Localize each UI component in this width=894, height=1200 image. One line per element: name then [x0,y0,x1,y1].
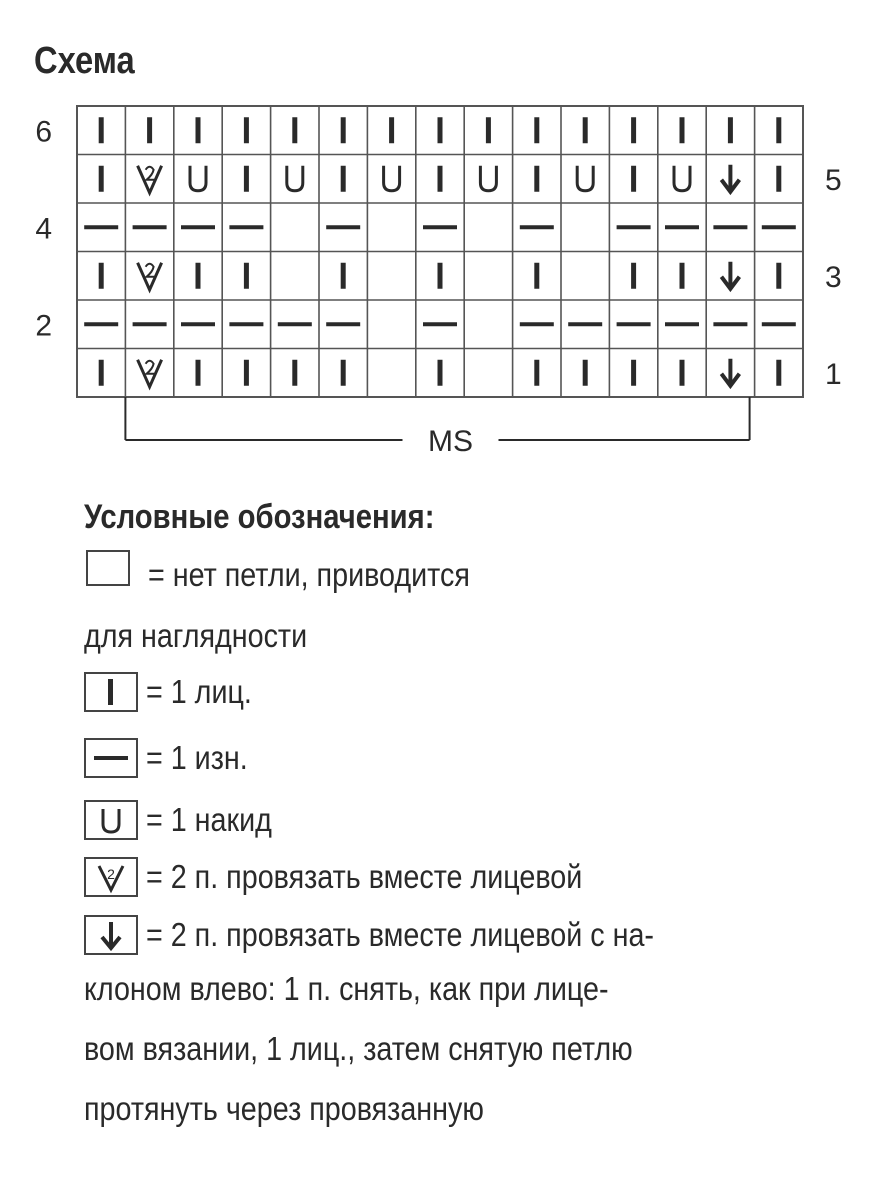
legend-empty-text-1: = нет петли, приводится [148,556,470,593]
chart-cell-purl-stitch [520,322,554,326]
chart-cell-yarn-over [674,166,690,191]
legend-continuation-1: клоном влево: 1 п. снять, как при лице- [84,970,609,1007]
chart-cell-knit-stitch [292,360,297,386]
chart-cell-purl-stitch [278,322,312,326]
chart-cell-knit-stitch [631,360,636,386]
chart-cell-purl-stitch [423,322,457,326]
chart-cell-knit-stitch [244,166,249,192]
yarn-over-symbol-icon [84,800,138,840]
chart-cell-purl-stitch [713,225,747,229]
chart-cell-yarn-over [190,166,206,191]
chart-cell-purl-stitch [665,322,699,326]
chart-cell-knit-stitch [776,360,781,386]
legend-continuation-3: протянуть через провязанную [84,1090,484,1127]
row-number-6: 6 [35,115,52,149]
chart-cell-knit-stitch [244,117,249,143]
row-number-4: 4 [35,212,52,246]
chart-cell-knit-stitch [486,117,491,143]
chart-cell-k2tog [138,263,162,290]
chart-cell-knit-stitch [631,117,636,143]
chart-cell-yarn-over [384,166,400,191]
knit-symbol-icon [84,672,138,712]
chart-cell-purl-stitch [326,322,360,326]
row-number-5: 5 [825,163,842,197]
chart-cell-knit-stitch [244,360,249,386]
chart-cell-knit-stitch [196,360,201,386]
chart-cell-knit-stitch [583,117,588,143]
legend-item-yarn-over [84,800,291,840]
chart-cell-knit-stitch [680,117,685,143]
legend-empty-text-2: для наглядности [84,617,308,654]
chart-cell-knit-stitch [196,263,201,289]
chart-cell-knit-stitch [292,117,297,143]
chart-cell-knit-stitch [99,360,104,386]
chart-cell-knit-stitch [438,166,443,192]
chart-cell-knit-stitch [728,117,733,143]
chart-cell-purl-stitch [617,225,651,229]
chart-cell-knit-stitch [196,117,201,143]
chart-cell-knit-stitch [583,360,588,386]
chart-cell-knit-stitch [534,166,539,192]
chart-cell-purl-stitch [84,322,118,326]
legend-title: Условные обозначения: [84,498,435,536]
chart-cell-knit-stitch [534,117,539,143]
chart-cell-knit-stitch [438,117,443,143]
chart-cell-k2tog [138,166,162,193]
purl-symbol-icon [84,738,138,778]
chart-cell-knit-stitch [776,166,781,192]
chart-cell-knit-stitch [631,166,636,192]
chart-cell-knit-stitch [244,263,249,289]
chart-cell-knit-stitch [99,263,104,289]
ssk-symbol-icon [84,915,138,955]
chart-cell-purl-stitch [133,225,167,229]
chart-cell-knit-stitch [147,117,152,143]
chart-cell-purl-stitch [423,225,457,229]
chart-cell-knit-stitch [776,117,781,143]
chart-cell-purl-stitch [762,225,796,229]
chart-cell-purl-stitch [84,225,118,229]
legend-item-text: = 1 накид [146,801,272,838]
chart-title: Схема [34,40,135,82]
chart-cell-knit-stitch [680,263,685,289]
repeat-label: MS [428,425,473,458]
chart-cell-ssk [721,262,739,289]
chart-cell-knit-stitch [776,263,781,289]
legend-item-text: = 1 изн. [146,739,248,776]
chart-cell-purl-stitch [229,225,263,229]
row-number-2: 2 [35,309,52,343]
chart-cell-purl-stitch [181,225,215,229]
legend-item-text: = 2 п. провязать вместе лицевой [146,858,583,895]
chart-cell-yarn-over [287,166,303,191]
legend-item-knit [84,672,268,712]
chart-cell-ssk [721,165,739,192]
chart-cell-knit-stitch [534,360,539,386]
chart-cell-purl-stitch [762,322,796,326]
legend-item-text: = 2 п. провязать вместе лицевой с на- [146,916,654,953]
chart-cell-knit-stitch [99,117,104,143]
chart-cell-purl-stitch [229,322,263,326]
legend-item-k2tog [84,857,648,897]
chart-cell-purl-stitch [617,322,651,326]
chart-cell-purl-stitch [568,322,602,326]
chart-cell-knit-stitch [99,166,104,192]
empty-cell-symbol [86,550,130,586]
chart-cell-ssk [721,359,739,386]
svg-text:2: 2 [107,866,115,882]
k2tog-symbol-icon [84,857,138,897]
chart-cell-knit-stitch [341,360,346,386]
legend-item-ssk [84,915,730,955]
legend-item-purl [84,738,263,778]
chart-cell-knit-stitch [438,263,443,289]
chart-cell-k2tog [138,360,162,387]
legend-item-text: = 1 лиц. [146,673,252,710]
chart-cell-knit-stitch [389,117,394,143]
chart-cell-yarn-over [480,166,496,191]
chart-cell-knit-stitch [341,117,346,143]
chart-cell-purl-stitch [665,225,699,229]
chart-cell-purl-stitch [133,322,167,326]
row-number-3: 3 [825,260,842,294]
chart-cell-purl-stitch [326,225,360,229]
chart-cell-knit-stitch [680,360,685,386]
chart-cell-yarn-over [577,166,593,191]
chart-cell-purl-stitch [713,322,747,326]
chart-cell-knit-stitch [341,263,346,289]
legend-continuation-2: вом вязании, 1 лиц., затем снятую петлю [84,1030,633,1067]
chart-cell-knit-stitch [631,263,636,289]
chart-cell-purl-stitch [181,322,215,326]
chart-cell-knit-stitch [534,263,539,289]
knitting-chart [0,0,894,480]
row-number-1: 1 [825,357,842,391]
chart-cell-knit-stitch [438,360,443,386]
chart-cell-purl-stitch [520,225,554,229]
chart-cell-knit-stitch [341,166,346,192]
